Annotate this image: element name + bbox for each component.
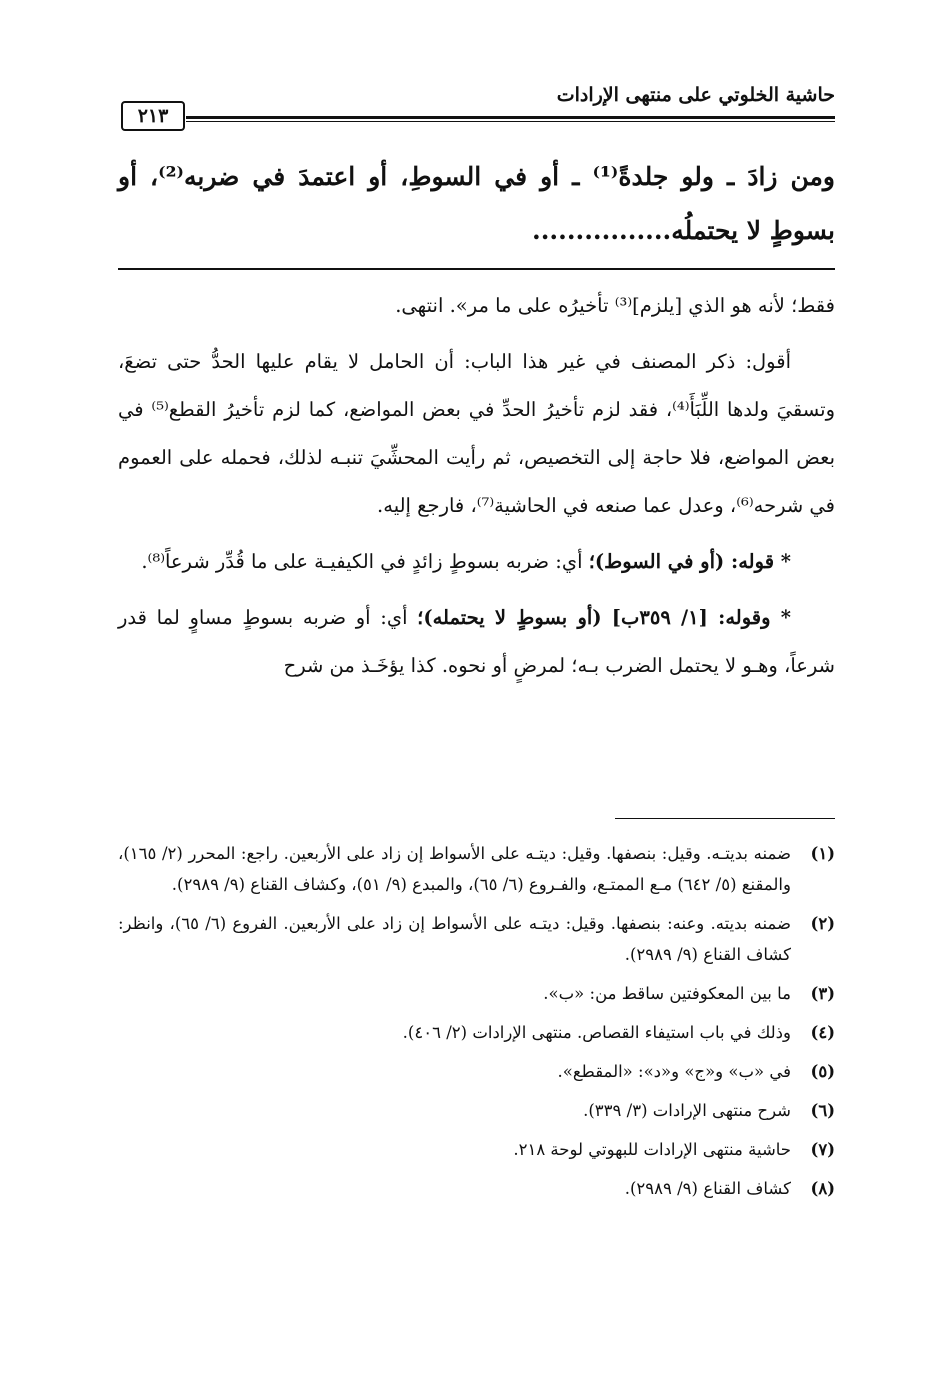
footnote-item xyxy=(118,1134,835,1165)
footnote-text: ضمنه بديتـه. وقيل: بنصفها. وقيل: ديتـه على الأسواط إن زاد على الأربعين. راجع: المحرر (٢/ ١٦٥)، والمقنع (٥/ ٦٤٢) مـع الممتـع، والفـروع (٦/ ٦٥)، والمبدع (٩/ ٥١)، وكشاف القناع (٩/ ٢٩٨٩). xyxy=(118,844,791,894)
running-header-title: حاشية الخلوتي على منتهى الإرادات xyxy=(556,84,835,106)
body-paragraph-3-lead: * قوله: (أو في السوط)؛ xyxy=(588,550,791,573)
body-paragraph-3 xyxy=(118,538,835,586)
footnote-number: (١) xyxy=(810,844,835,863)
footnote-number: (٥) xyxy=(810,1062,835,1081)
footnote-item xyxy=(118,908,835,970)
footnote-item xyxy=(118,978,835,1009)
footnote-text: ما بين المعكوفتين ساقط من: «ب». xyxy=(543,984,791,1003)
footnote-text: ضمنه بديته. وعنه: بنصفها. وقيل: ديتـه على الأسواط إن زاد على الأربعين. الفروع (٦/ ٦٥)، وانظر: كشاف القناع (٩/ ٢٩٨٩). xyxy=(118,914,791,964)
footnote-number: (٤) xyxy=(810,1023,835,1042)
matn-block xyxy=(118,150,835,258)
footnotes-list xyxy=(118,838,835,1212)
footnote-text: حاشية منتهى الإرادات للبهوتي لوحة ٢١٨. xyxy=(513,1140,791,1159)
page-number: ٢١٣ xyxy=(121,101,185,131)
footnote-text: في «ب» و«ج» و«د»: «المقطع». xyxy=(557,1062,791,1081)
header-rule xyxy=(186,116,835,119)
footnote-number: (٢) xyxy=(810,914,835,933)
body-paragraph-4 xyxy=(118,594,835,690)
footnote-number: (٦) xyxy=(810,1101,835,1120)
footnote-number: (٣) xyxy=(810,984,835,1003)
footnote-number: (٨) xyxy=(810,1179,835,1198)
body-paragraph-1: فقط؛ لأنه هو الذي [يلزم]⁽³⁾ تأخيرُه على ما مر». انتهى. xyxy=(395,294,835,317)
footnote-text: شرح منتهى الإرادات (٣/ ٣٣٩). xyxy=(583,1101,791,1120)
body-paragraph-2: أقول: ذكر المصنف في غير هذا الباب: أن الحامل لا يقام عليها الحدُّ حتى تضعَ، وتسقيَ ولدها اللِّبَأَ⁽⁴⁾، فقد لزم تأخيرُ الحدِّ في بعض المواضع، كما لزم تأخيرُ القطع⁽⁵⁾ في بعض المواضع، فلا حاجة إلى التخصيص، ثم رأيت المحشِّيَ تنبـه لذلك، فحمله على العموم في شرحه⁽⁶⁾، وعدل عما صنعه في الحاشية⁽⁷⁾، فارجع إليه. xyxy=(118,350,835,517)
matn-separator xyxy=(118,268,835,270)
body-paragraph-3-rest: أي: ضربه بسوطٍ زائدٍ في الكيفيـة على ما قُدِّر شرعاً⁽⁸⁾. xyxy=(141,550,589,573)
footnote-text: كشاف القناع (٩/ ٢٩٨٩). xyxy=(624,1179,791,1198)
matn-paragraph xyxy=(118,150,835,258)
commentary-body xyxy=(118,282,835,698)
footnote-item xyxy=(118,838,835,900)
header-rule-thin xyxy=(186,121,835,122)
body-paragraph-4-lead: * وقوله: [١/ ٣٥٩ب] (أو بسوطٍ لا يحتمله)؛ xyxy=(417,606,791,629)
body-paragraph-4-rest: أي: أو ضربه بسوطٍ مساوٍ لما قدر شرعاً، وهـو لا يحتمل الضرب بـه؛ لمرضٍ أو نحوه. كذا يؤخَـذ من شرح xyxy=(118,606,835,677)
footnote-item xyxy=(118,1095,835,1126)
footnote-separator xyxy=(615,818,835,819)
matn-dots: ................ xyxy=(532,216,672,245)
footnote-number: (٧) xyxy=(810,1140,835,1159)
footnote-item xyxy=(118,1017,835,1048)
footnote-item xyxy=(118,1056,835,1087)
matn-text: ومن زادَ ـ ولو جلدةً⁽¹⁾ ـ أو في السوطِ، أو اعتمدَ في ضربه⁽²⁾، أو بسوطٍ لا يحتملُه xyxy=(118,162,836,245)
footnote-item xyxy=(118,1173,835,1204)
footnote-text: وذلك في باب استيفاء القصاص. منتهى الإرادات (٢/ ٤٠٦). xyxy=(402,1023,791,1042)
